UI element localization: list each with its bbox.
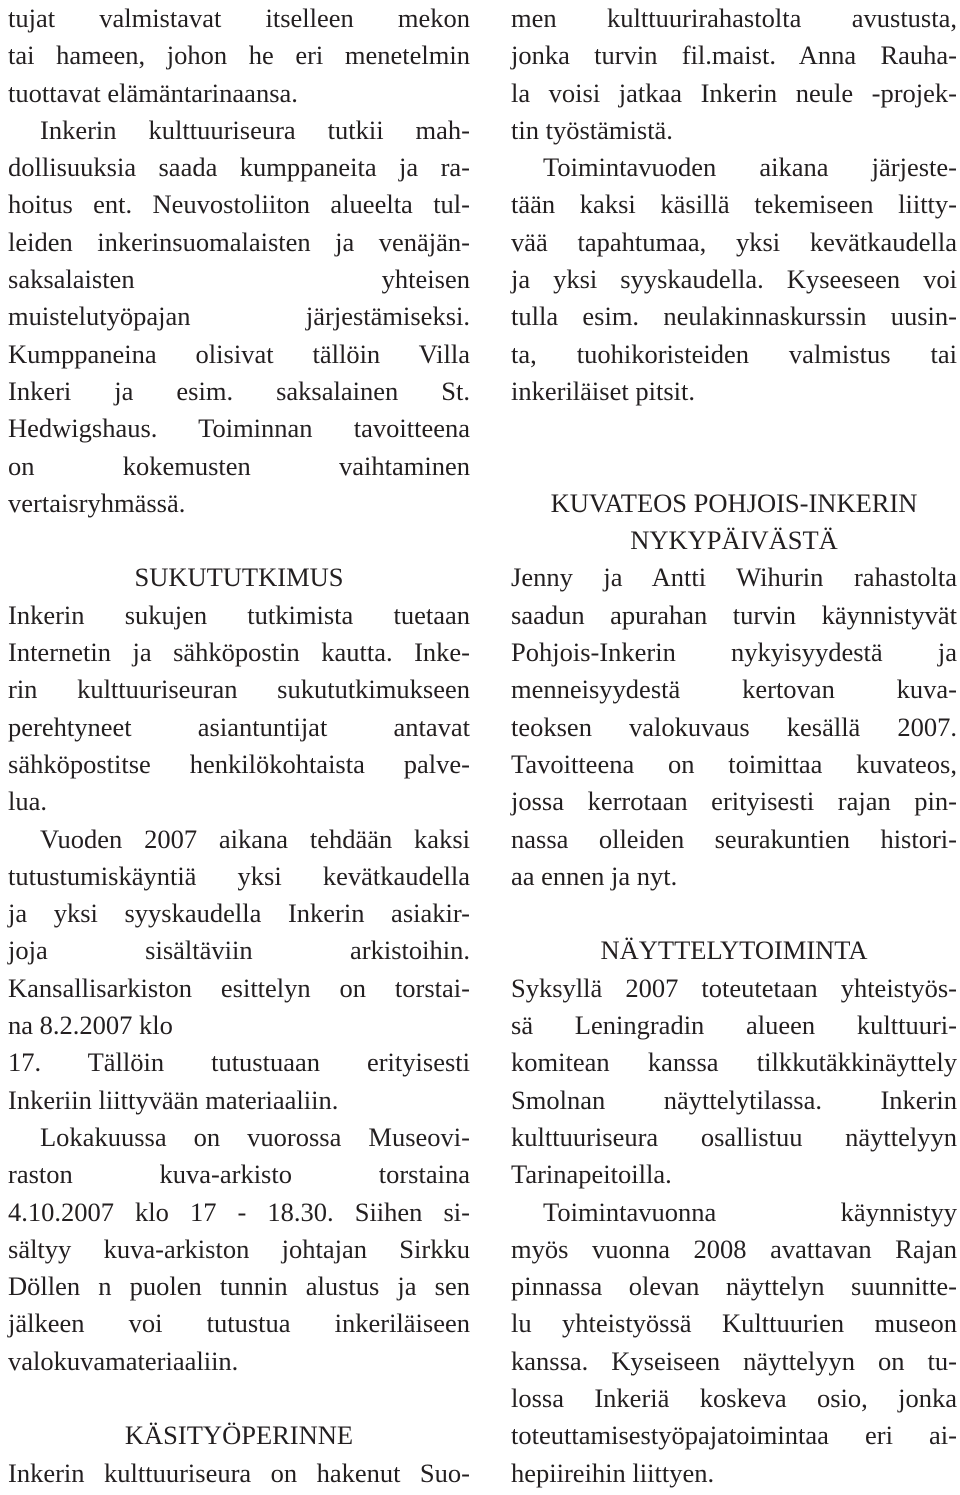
paragraph: [511, 0, 957, 149]
text-line: Inkeri ja esim. saksalainen St.: [8, 375, 470, 406]
text-line: lu yhteistyössä Kulttuurien museon: [511, 1308, 957, 1339]
text-line: joja sisältäviin arkistoihin.: [8, 935, 470, 966]
text-line: lossa Inkeriä koskeva osio, jonka: [511, 1382, 957, 1413]
text-line: Syksyllä 2007 toteutetaan yhteistyös-: [511, 972, 957, 1003]
text-line: vertaisryhmässä.: [8, 487, 186, 518]
text-line: Lokakuussa on vuorossa Museovi-: [40, 1121, 470, 1152]
paragraph: [511, 149, 957, 410]
text-line: Pohjois-Inkerin nykyisyydestä ja: [511, 637, 957, 668]
right-column: [511, 0, 957, 1492]
text-line: Inkerin kulttuuriseura tutkii mah-: [40, 114, 470, 145]
text-line: la voisi jatkaa Inkerin neule -projek-: [511, 77, 957, 108]
text-line: na 8.2.2007 klo: [8, 1010, 173, 1041]
paragraph: [8, 112, 470, 522]
text-line: perehtyneet asiantuntijat antavat: [8, 711, 470, 742]
paragraph: [8, 0, 470, 112]
text-line: Jenny ja Antti Wihurin rahastolta: [511, 562, 957, 593]
text-line: on kokemusten vaihtaminen: [8, 450, 470, 481]
text-line: Kansallisarkiston esittelyn on torstai-: [8, 972, 470, 1003]
text-line: kulttuuriseura osallistuu näyttelyyn: [511, 1121, 957, 1152]
text-line: komitean kanssa tilkkutäkkinäyttely: [511, 1047, 957, 1078]
text-line: ja yksi syyskaudella. Kyseeseen voi: [511, 264, 957, 295]
text-line: Smolnan näyttelytilassa. Inkerin: [511, 1084, 957, 1115]
text-line: teoksen valokuvaus kesällä 2007.: [511, 711, 957, 742]
text-line: ja yksi syyskaudella Inkerin asiakir-: [8, 898, 470, 929]
text-line: Tavoitteena on toimittaa kuvateos,: [511, 748, 957, 779]
text-line: jonka turvin fil.maist. Anna Rauha-: [511, 40, 957, 71]
text-line: men kulttuurirahastolta avustusta,: [511, 3, 957, 33]
text-line: Kumppaneina olisivat tällöin Villa: [8, 338, 470, 369]
text-line: lua.: [8, 786, 47, 817]
text-line: menneisyydestä kertovan kuva-: [511, 674, 957, 705]
text-line: 17. Tällöin tutustuaan erityisesti: [8, 1047, 470, 1078]
text-line: leiden inkerinsuomalaisten ja venäjän-: [8, 226, 470, 257]
text-line: inkeriläiset pitsit.: [511, 375, 695, 406]
section-heading: SUKUTUTKIMUS: [134, 562, 344, 593]
text-line: jälkeen voi tutustua inkeriläiseen: [8, 1308, 470, 1339]
section-heading: NYKYPÄIVÄSTÄ: [630, 525, 838, 556]
text-line: Toimintavuonna käynnistyy: [543, 1196, 957, 1227]
text-line: pinnassa olevan näyttelyn suunnitte-: [511, 1271, 957, 1302]
section-heading: NÄYTTELYTOIMINTA: [600, 935, 868, 966]
paragraph: [511, 1194, 957, 1492]
paragraph: [8, 1455, 470, 1492]
text-line: ta, tuohikoristeiden valmistus tai: [511, 338, 957, 369]
text-line: 4.10.2007 klo 17 - 18.30. Siihen si-: [8, 1196, 470, 1227]
text-line: myös vuonna 2008 avattavan Rajan: [511, 1233, 957, 1264]
text-line: Toimintavuoden aikana järjeste-: [543, 152, 957, 183]
text-line: tai hameen, johon he eri menetelmin: [8, 40, 470, 71]
text-line: Inkerin sukujen tutkimista tuetaan: [8, 599, 470, 630]
text-line: Internetin ja sähköpostin kautta. Inke-: [8, 637, 470, 668]
text-line: sä Leningradin alueen kulttuuri-: [511, 1010, 957, 1041]
text-line: tin työstämistä.: [511, 114, 673, 145]
text-line: tulla esim. neulakinnaskurssin uusin-: [511, 301, 957, 332]
text-line: tään kaksi käsillä tekemiseen liitty-: [511, 189, 957, 220]
text-line: Tarinapeitoilla.: [511, 1159, 672, 1190]
text-line: nassa olleiden seurakuntien histori-: [511, 823, 957, 854]
text-line: tuottavat elämäntarinaansa.: [8, 77, 298, 108]
text-line: hepiireihin liittyen.: [511, 1457, 715, 1488]
text-line: vää tapahtumaa, yksi kevätkaudella: [511, 226, 957, 257]
left-column: [8, 0, 470, 1492]
section-heading: KUVATEOS POHJOIS-INKERIN: [550, 487, 918, 518]
paragraph: [8, 597, 470, 821]
text-line: sähköpostitse henkilökohtaista palve-: [8, 748, 470, 779]
text-line: Inkeriin liittyvään materiaaliin.: [8, 1084, 339, 1115]
text-line: valokuvamateriaaliin.: [8, 1345, 239, 1376]
text-line: dollisuuksia saada kumppaneita ja ra-: [8, 152, 470, 183]
text-line: Döllen n puolen tunnin alustus ja sen: [8, 1271, 470, 1302]
text-line: muistelutyöpajan järjestämiseksi.: [8, 301, 470, 332]
paragraph: [511, 970, 957, 1194]
text-line: toteuttamisestyöpajatoimintaa eri ai-: [511, 1420, 957, 1451]
text-line: saksalaisten yhteisen: [8, 264, 470, 295]
text-line: raston kuva-arkisto torstaina: [8, 1159, 470, 1190]
text-line: tujat valmistavat itselleen mekon: [8, 3, 470, 33]
paragraph: [8, 821, 470, 1119]
text-line: Vuoden 2007 aikana tehdään kaksi: [40, 823, 470, 854]
text-line: rin kulttuuriseuran sukututkimukseen: [8, 674, 470, 705]
text-line: aa ennen ja nyt.: [511, 860, 678, 891]
section-heading: KÄSITYÖPERINNE: [124, 1420, 354, 1451]
paragraph: [511, 559, 957, 895]
text-line: tutustumiskäyntiä yksi kevätkaudella: [8, 860, 470, 891]
text-line: hoitus ent. Neuvostoliiton alueelta tul-: [8, 189, 470, 220]
text-line: kanssa. Kyseiseen näyttelyyn on tu-: [511, 1345, 957, 1376]
text-line: Inkerin kulttuuriseura on hakenut Suo-: [8, 1457, 470, 1488]
text-line: jossa kerrotaan erityisesti rajan pin-: [511, 786, 957, 817]
text-line: sältyy kuva-arkiston johtajan Sirkku: [8, 1233, 470, 1264]
text-line: Hedwigshaus. Toiminnan tavoitteena: [8, 413, 470, 444]
text-line: saadun apurahan turvin käynnistyvät: [511, 599, 957, 630]
paragraph: [8, 1119, 470, 1380]
